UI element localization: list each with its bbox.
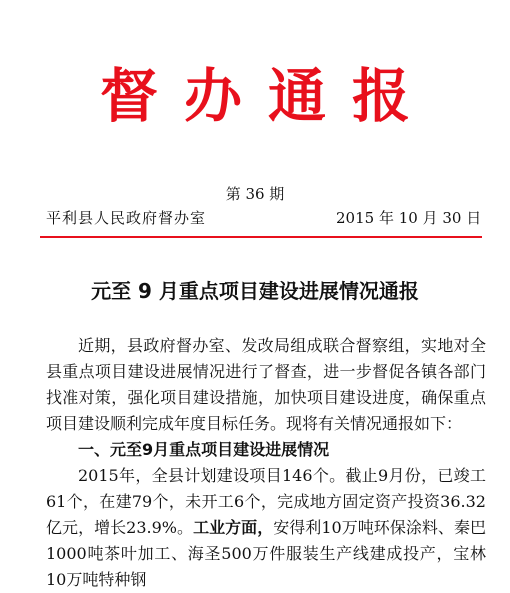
section-paragraph <box>46 463 486 593</box>
section-heading: 一、元至9月重点项目建设进展情况 <box>78 440 330 459</box>
issue-number: 第 36 期 <box>225 185 285 203</box>
document-title: 元至 9 月重点项目建设进展情况通报 <box>91 279 419 303</box>
red-divider <box>40 236 482 238</box>
document-body <box>46 333 486 593</box>
section-paragraph-b: 安得利10万吨环保涂料、秦巴1000吨茶叶加工、海圣500万件服装生产线建成投产，宝林10万吨特种钢 <box>46 518 486 589</box>
issuer: 平利县人民政府督办室 <box>46 209 207 227</box>
intro-paragraph: 近期，县政府督办室、发改局组成联合督察组，实地对全县重点项目建设进展情况进行了督查，进一步督促各镇各部门找准对策，强化项目建设措施，加快项目建设进度，确保重点项目建设顺利完成年度目标任务。现将有关情况通报如下： <box>46 336 486 433</box>
masthead: 督办通报 <box>99 62 436 130</box>
issue-date: 2015 年 10 月 30 日 <box>336 209 482 227</box>
industry-label: 工业方面， <box>193 518 274 537</box>
section-paragraph-a: 2015年，全县计划建设项目146个。截止9月份，已竣工61个，在建79个，未开工6个，完成地方固定资产投资36.32亿元，增长23.9%。 <box>46 466 486 537</box>
